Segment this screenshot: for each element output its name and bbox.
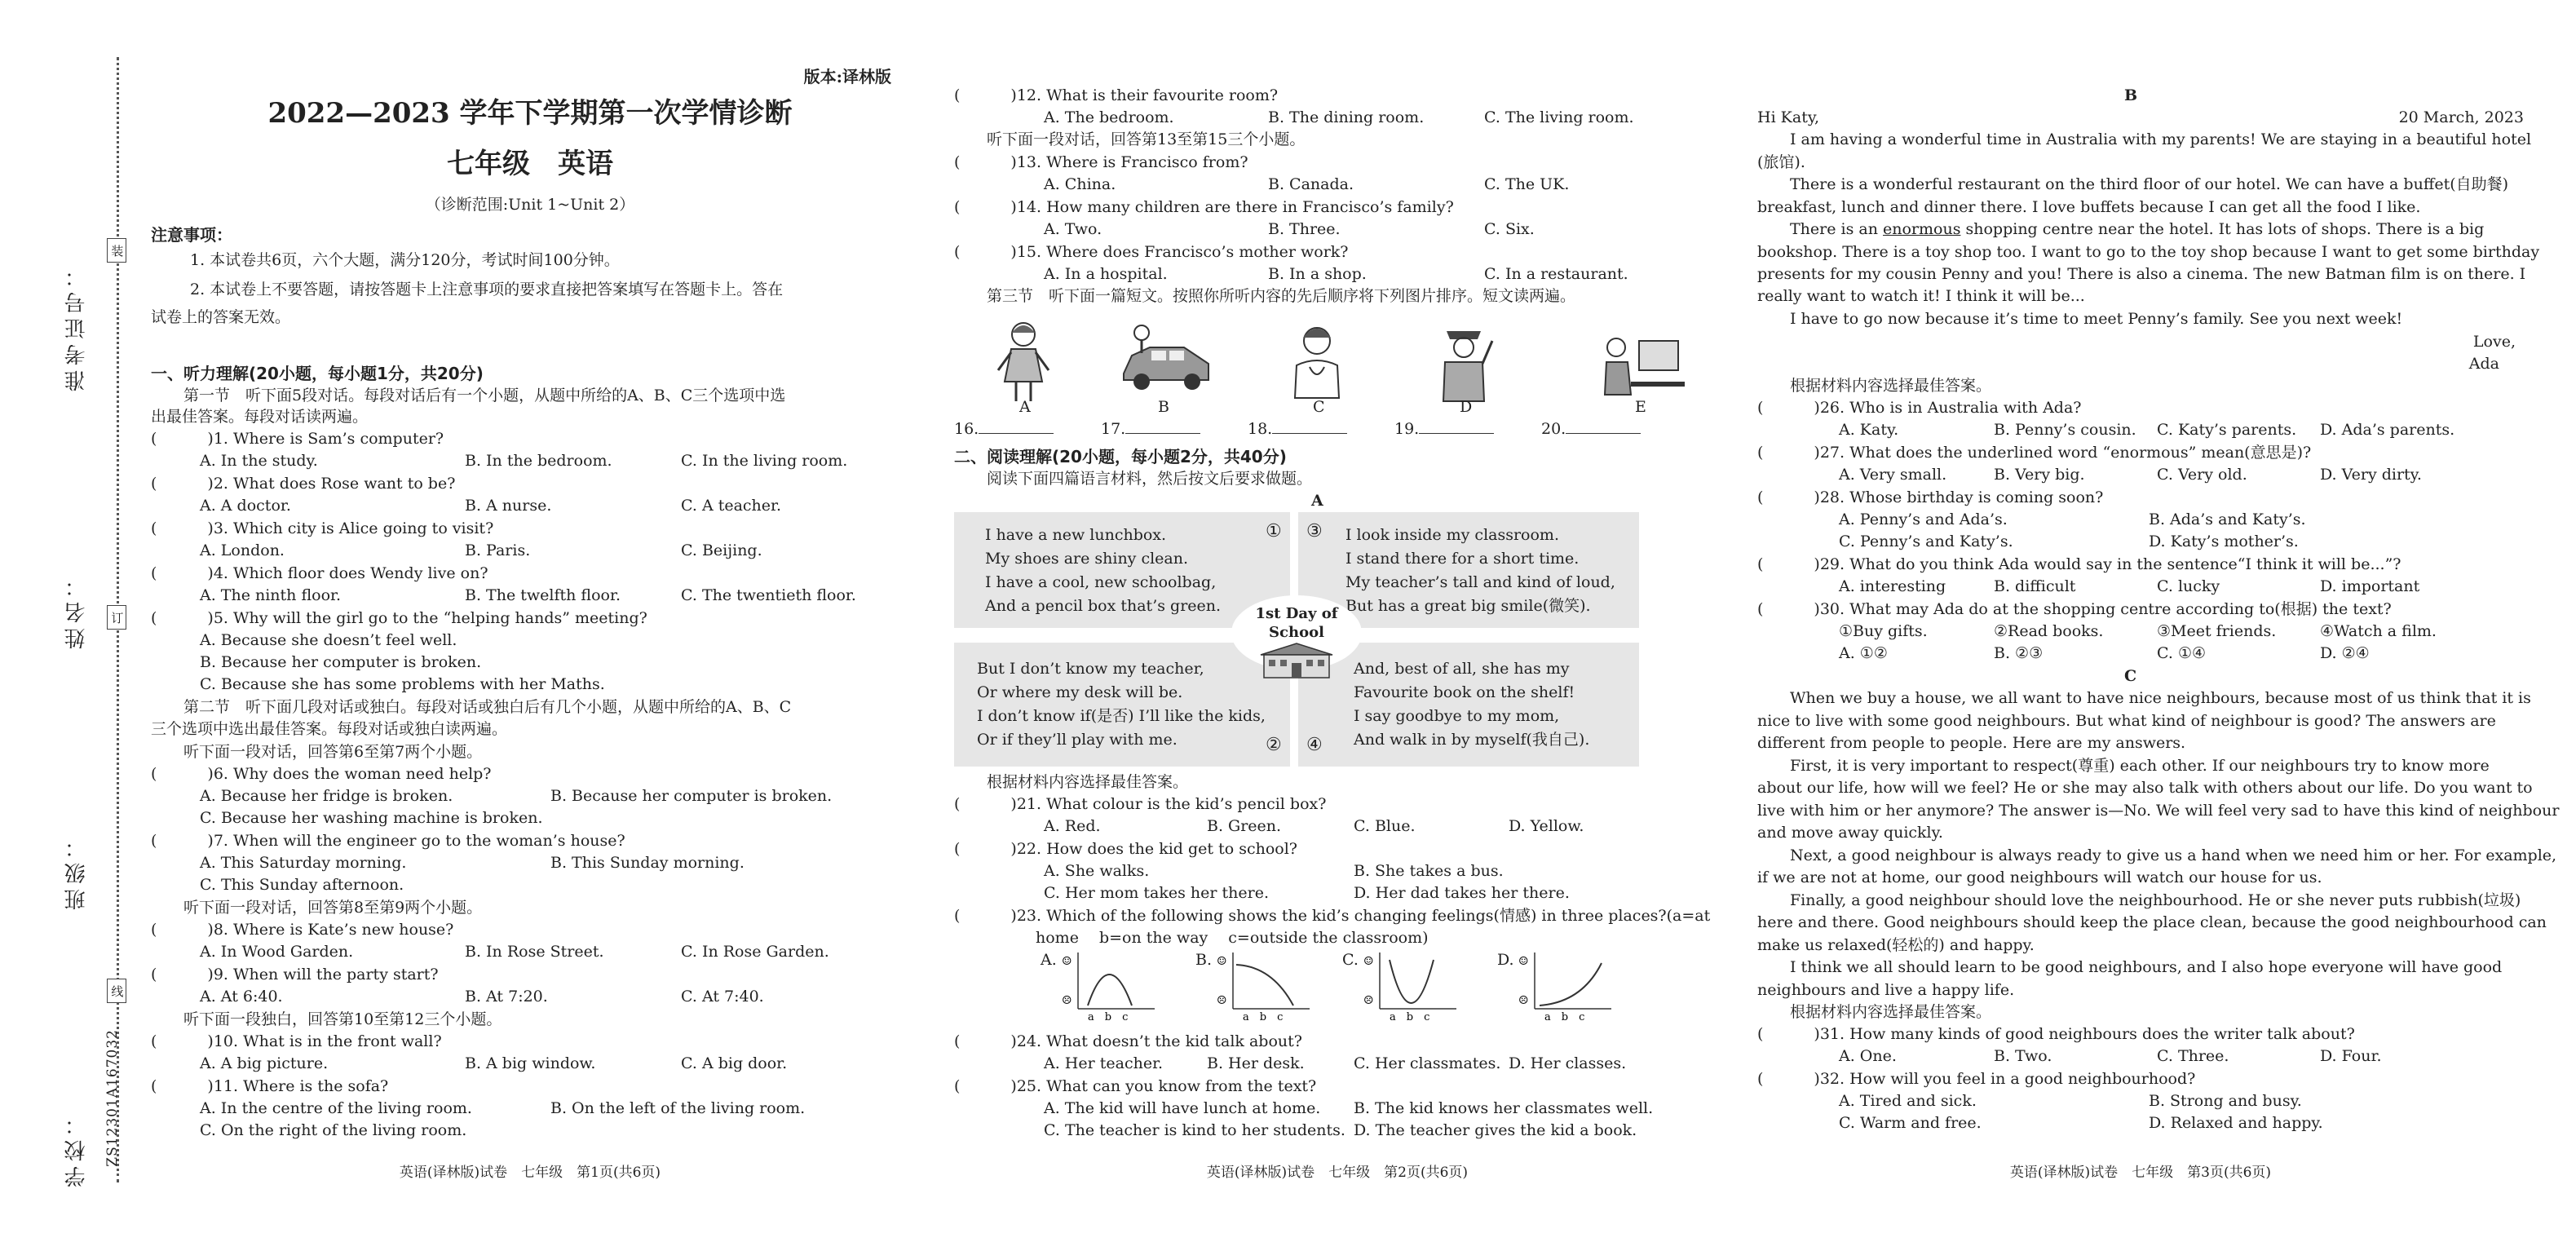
q25-option-d: D. The teacher gives the kid a book. <box>1354 1121 1637 1139</box>
poem-2-line-1: But I don’t know my teacher, <box>977 660 1204 678</box>
letter-p1b: (旅馆). <box>1757 153 1805 171</box>
picture-b-label: B <box>1158 398 1169 416</box>
poem-3-line-3: My teacher’s tall and kind of loud, <box>1345 573 1615 591</box>
passage-c-p3b: if we are not at home, our good neighbours will watch our house for us. <box>1757 869 2322 886</box>
question-7: ( )7. When will the engineer go to the woman’s house? <box>151 832 625 850</box>
picture-c-label: C <box>1313 398 1325 416</box>
letter-closing: Love, <box>2472 333 2516 351</box>
poem-2-line-3: I don’t know if(是否) I’ll like the kids, <box>977 707 1266 725</box>
q8-option-b: B. In Rose Street. <box>465 943 604 961</box>
part-2-instr-a: 第二节 听下面几段对话或独白。每段对话或独白后有几个小题，从题中所给的A、B、C <box>183 698 792 716</box>
letter-p3b: bookshop. There is a toy shop too. I want to go to the toy shop because I want to get some birthday <box>1757 243 2540 261</box>
svg-text:☺: ☺ <box>1363 955 1374 968</box>
page-2-footer: 英语(译林版)试卷 七年级 第2页(共6页) <box>1206 1165 1469 1181</box>
field-name: 姓名： <box>64 571 89 649</box>
first-day-badge <box>1231 595 1362 670</box>
q14-option-c: C. Six. <box>1484 220 1535 238</box>
part-3-instr: 第三节 听下面一篇短文。按照你所听内容的先后顺序将下列图片排序。短文读两遍。 <box>987 287 1576 305</box>
paper-code: ZS12301A167032 <box>104 1029 121 1167</box>
q15-option-a: A. In a hospital. <box>1044 265 1168 283</box>
poem-1-line-1: I have a new lunchbox. <box>985 526 1167 544</box>
question-14: ( )14. How many children are there in Francisco’s family? <box>954 198 1454 216</box>
q4-option-c: C. The twentieth floor. <box>681 586 856 604</box>
q28-option-c: C. Penny’s and Katy’s. <box>1839 533 2013 550</box>
question-23-legend: home b=on the way c=outside the classroom) <box>1036 929 1429 947</box>
picture-c-doctor <box>1280 316 1354 406</box>
svg-text:☹: ☹ <box>1518 994 1529 1007</box>
poem-2-line-4: Or if they’ll play with me. <box>977 731 1178 749</box>
exam-title: 2022—2023 学年下学期第一次学情诊断 <box>267 97 793 130</box>
q24-option-d: D. Her classes. <box>1509 1054 1627 1072</box>
q22-option-a: A. She walks. <box>1044 862 1150 880</box>
q1-option-b: B. In the bedroom. <box>465 452 612 470</box>
letter-signature: Ada <box>2468 355 2499 373</box>
notice-2a: 2. 本试卷上不要答题，请按答题卡上注意事项的要求直接把答案填写在答题卡上。答在 <box>190 281 784 298</box>
passage-b-label: B <box>2124 86 2138 104</box>
poem-4-line-2: Favourite book on the shelf! <box>1354 683 1575 701</box>
field-exam-number: 准考证号： <box>64 261 89 391</box>
q30-item-2: ②Read books. <box>1994 622 2104 640</box>
q30-item-4: ④Watch a film. <box>2320 622 2437 640</box>
picture-d-label: D <box>1460 398 1473 416</box>
question-22: ( )22. How does the kid get to school? <box>954 840 1297 858</box>
svg-text:☹: ☹ <box>1062 994 1072 1007</box>
question-30: ( )30. What may Ada do at the shopping centre according to(根据) the text? <box>1757 600 2392 618</box>
q25-option-b: B. The kid knows her classmates well. <box>1354 1099 1654 1117</box>
q32-option-c: C. Warm and free. <box>1839 1114 1982 1132</box>
poem-1-line-4: And a pencil box that’s green. <box>985 597 1222 615</box>
q21-option-a: A. Red. <box>1044 817 1101 835</box>
picture-a-girl <box>987 316 1060 406</box>
q11-option-c: C. On the right of the living room. <box>200 1121 467 1139</box>
question-4: ( )4. Which floor does Wendy live on? <box>151 564 488 582</box>
q29-option-d: D. important <box>2320 577 2420 595</box>
q25-option-a: A. The kid will have lunch at home. <box>1044 1099 1321 1117</box>
poem-1-number: ① <box>1266 521 1282 541</box>
q22-option-c: C. Her mom takes her there. <box>1044 884 1269 902</box>
question-31: ( )31. How many kinds of good neighbours does the writer talk about? <box>1757 1025 2355 1043</box>
graph-a-label: A. <box>1041 951 1057 969</box>
passage-c-p1a: When we buy a house, we all want to have nice neighbours, because most of us think that it is <box>1790 689 2531 707</box>
question-8: ( )8. Where is Kate’s new house? <box>151 921 454 939</box>
q21-option-d: D. Yellow. <box>1509 817 1584 835</box>
q1-option-a: A. In the study. <box>200 452 318 470</box>
instruction-21-25: 根据材料内容选择最佳答案。 <box>987 773 1189 791</box>
question-13: ( )13. Where is Francisco from? <box>954 153 1248 171</box>
svg-text:☺: ☺ <box>1217 955 1227 968</box>
passage-c-p2c: live with him or her anymore? The answer is—No. We will feel very sad to have this kind of neighbour <box>1757 802 2560 820</box>
poem-3-line-1: I look inside my classroom. <box>1345 526 1559 544</box>
graph-a-axis: a b c <box>1088 1011 1129 1022</box>
question-28: ( )28. Whose birthday is coming soon? <box>1757 488 2104 506</box>
q28-option-a: A. Penny’s and Ada’s. <box>1839 511 2008 528</box>
q4-option-a: A. The ninth floor. <box>200 586 342 604</box>
q22-option-b: B. She takes a bus. <box>1354 862 1504 880</box>
q32-option-b: B. Strong and busy. <box>2149 1092 2302 1110</box>
q11-option-b: B. On the left of the living room. <box>550 1099 806 1117</box>
school-building-icon <box>1256 642 1337 679</box>
q30-option-c: C. ①④ <box>2157 644 2207 662</box>
q12-option-c: C. The living room. <box>1484 108 1634 126</box>
answer-blank-17[interactable]: 17. <box>1101 420 1200 440</box>
q26-option-d: D. Ada’s parents. <box>2320 421 2455 439</box>
q5-option-c: C. Because she has some problems with her Maths. <box>200 675 605 693</box>
q2-option-c: C. A teacher. <box>681 497 782 515</box>
answer-blank-16[interactable]: 16. <box>954 420 1054 440</box>
passage-c-p4b: here and there. Good neighbours should keep the place clean, because the good neighbourhood can <box>1757 913 2547 931</box>
field-school: 学校： <box>64 1109 89 1187</box>
poem-1-line-3: I have a cool, new schoolbag, <box>985 573 1217 591</box>
question-9: ( )9. When will the party start? <box>151 966 439 983</box>
lead-8-9: 听下面一段对话，回答第8至第9两个小题。 <box>183 899 483 917</box>
letter-date: 20 March, 2023 <box>2398 108 2524 126</box>
q9-option-a: A. At 6:40. <box>200 988 283 1006</box>
q30-option-d: D. ②④ <box>2320 644 2370 662</box>
instruction-26-30: 根据材料内容选择最佳答案。 <box>1790 377 1992 395</box>
q13-option-a: A. China. <box>1044 175 1116 193</box>
q3-option-b: B. Paris. <box>465 541 531 559</box>
q2-option-b: B. A nurse. <box>465 497 552 515</box>
graph-c-label: C. <box>1342 951 1359 969</box>
q5-option-b: B. Because her computer is broken. <box>200 653 482 671</box>
passage-c-p4a: Finally, a good neighbour should love the neighbourhood. He or she never puts rubbish(垃圾) <box>1790 891 2521 909</box>
page-3-footer: 英语(译林版)试卷 七年级 第3页(共6页) <box>2009 1165 2272 1181</box>
q3-option-a: A. London. <box>200 541 285 559</box>
q7-option-b: B. This Sunday morning. <box>550 854 745 872</box>
question-24: ( )24. What doesn’t the kid talk about? <box>954 1032 1302 1050</box>
exam-scope: （诊断范围:Unit 1~Unit 2） <box>425 196 635 214</box>
question-29: ( )29. What do you think Ada would say in the sentence“I think it will be...”? <box>1757 555 2401 573</box>
question-27: ( )27. What does the underlined word “enormous” mean(意思是)? <box>1757 444 2312 462</box>
notice-title: 注意事项： <box>151 225 232 245</box>
q27-option-a: A. Very small. <box>1839 466 1947 484</box>
q8-option-c: C. In Rose Garden. <box>681 943 829 961</box>
q6-option-a: A. Because her fridge is broken. <box>200 787 453 805</box>
q30-option-b: B. ②③ <box>1994 644 2044 662</box>
picture-a-label: A <box>1019 398 1031 416</box>
q6-option-c: C. Because her washing machine is broken. <box>200 809 543 827</box>
graph-b-axis: a b c <box>1243 1011 1284 1022</box>
q30-item-3: ③Meet friends. <box>2157 622 2277 640</box>
version-label: 版本:译林版 <box>803 67 891 86</box>
q10-option-a: A. A big picture. <box>200 1054 329 1072</box>
q26-option-c: C. Katy’s parents. <box>2157 421 2297 439</box>
graph-d-axis: a b c <box>1544 1011 1585 1022</box>
letter-p3d: really want to watch it! I think it will be... <box>1757 287 2085 305</box>
q13-option-b: B. Canada. <box>1268 175 1354 193</box>
q32-option-a: A. Tired and sick. <box>1839 1092 1977 1110</box>
question-3: ( )3. Which city is Alice going to visit? <box>151 519 494 537</box>
section-2-intro: 阅读下面四篇语言材料，然后按文后要求做题。 <box>987 470 1313 488</box>
passage-c-p3a: Next, a good neighbour is always ready to give us a hand when we need him or her. For example, <box>1790 846 2557 864</box>
passage-a-label: A <box>1311 492 1323 510</box>
passage-c-p2a: First, it is very important to respect(尊重) each other. If our neighbours try to know more <box>1790 757 2490 775</box>
poem-4-line-1: And, best of all, she has my <box>1354 660 1570 678</box>
poem-3-number: ③ <box>1306 521 1323 541</box>
q30-option-a: A. ①② <box>1839 644 1888 662</box>
binding-margin <box>0 0 139 1242</box>
graph-b-falling <box>1215 948 1313 1022</box>
answer-blank-20[interactable]: 20. <box>1541 420 1641 440</box>
field-class: 班级： <box>64 832 89 910</box>
question-10: ( )10. What is in the front wall? <box>151 1032 442 1050</box>
passage-c-label: C <box>2124 667 2137 685</box>
question-25: ( )25. What can you know from the text? <box>954 1077 1317 1095</box>
q15-option-b: B. In a shop. <box>1268 265 1367 283</box>
svg-text:☺: ☺ <box>1518 955 1529 968</box>
picture-e-computer <box>1598 316 1688 406</box>
passage-c-p4c: make us relaxed(轻松的) and happy. <box>1757 936 2035 954</box>
page-1-footer: 英语(译林版)试卷 七年级 第1页(共6页) <box>399 1165 661 1181</box>
q29-option-b: B. difficult <box>1994 577 2076 595</box>
q26-option-b: B. Penny’s cousin. <box>1994 421 2136 439</box>
graph-c-axis: a b c <box>1390 1011 1430 1022</box>
q3-option-c: C. Beijing. <box>681 541 762 559</box>
question-5: ( )5. Why will the girl go to the “helping hands” meeting? <box>151 609 647 627</box>
q6-option-b: B. Because her computer is broken. <box>550 787 833 805</box>
seal-mark-3: 线 <box>107 979 126 1003</box>
section-1-heading: 一、听力理解(20小题，每小题1分，共20分) <box>151 364 484 383</box>
graph-b-label: B. <box>1195 951 1213 969</box>
notice-2b: 试卷上的答案无效。 <box>151 308 291 326</box>
q10-option-b: B. A big window. <box>465 1054 596 1072</box>
part-1-instr-a: 第一节 听下面5段对话。每段对话后有一个小题，从题中所给的A、B、C三个选项中选 <box>183 387 786 404</box>
q9-option-c: C. At 7:40. <box>681 988 764 1006</box>
question-2: ( )2. What does Rose want to be? <box>151 475 456 493</box>
q26-option-a: A. Katy. <box>1839 421 1899 439</box>
q7-option-a: A. This Saturday morning. <box>200 854 407 872</box>
exam-subtitle: 七年级 英语 <box>447 148 613 180</box>
q31-option-a: A. One. <box>1839 1047 1897 1065</box>
page-1 <box>151 0 909 1242</box>
poem-4-line-4: And walk in by myself(我自己). <box>1354 731 1590 749</box>
letter-p3a: There is an enormous shopping centre near the hotel. It has lots of shops. There is a big <box>1790 220 2485 238</box>
letter-p1a: I am having a wonderful time in Australia with my parents! We are staying in a beautiful hotel <box>1790 130 2532 148</box>
svg-text:☹: ☹ <box>1217 994 1227 1007</box>
q14-option-b: B. Three. <box>1268 220 1341 238</box>
q12-option-a: A. The bedroom. <box>1044 108 1174 126</box>
q12-option-b: B. The dining room. <box>1268 108 1425 126</box>
letter-p2b: breakfast, lunch and dinner there. I love buffets because I can get all the food I like. <box>1757 198 2421 216</box>
question-26: ( )26. Who is in Australia with Ada? <box>1757 399 2082 417</box>
q24-option-a: A. Her teacher. <box>1044 1054 1164 1072</box>
q7-option-c: C. This Sunday afternoon. <box>200 876 404 894</box>
poem-4-number: ④ <box>1306 735 1323 755</box>
picture-e-label: E <box>1635 398 1646 416</box>
q4-option-b: B. The twelfth floor. <box>465 586 621 604</box>
q24-option-b: B. Her desk. <box>1207 1054 1305 1072</box>
passage-c-p5b: neighbours and live a happy life. <box>1757 981 2015 999</box>
lead-6-7: 听下面一段对话，回答第6至第7两个小题。 <box>183 743 483 761</box>
page-3 <box>1757 0 2560 1242</box>
seal-mark-2: 订 <box>107 605 126 630</box>
seal-mark-1: 装 <box>107 238 126 263</box>
graph-c-valley <box>1362 948 1460 1022</box>
graph-d-label: D. <box>1497 951 1514 969</box>
passage-c-p1c: different from people to people. Here are my answers. <box>1757 734 2186 752</box>
question-23: ( )23. Which of the following shows the kid’s changing feelings(情感) in three places?(a=at <box>954 907 1711 925</box>
svg-text:☺: ☺ <box>1062 955 1072 968</box>
part-1-instr-b: 出最佳答案。每段对话读两遍。 <box>151 408 369 426</box>
q10-option-c: C. A big door. <box>681 1054 788 1072</box>
q1-option-c: C. In the living room. <box>681 452 848 470</box>
q21-option-c: C. Blue. <box>1354 817 1416 835</box>
question-32: ( )32. How will you feel in a good neighbourhood? <box>1757 1070 2196 1088</box>
letter-greeting: Hi Katy, <box>1757 108 1820 126</box>
q11-option-a: A. In the centre of the living room. <box>200 1099 472 1117</box>
q5-option-a: A. Because she doesn’t feel well. <box>200 631 457 649</box>
picture-d-police <box>1427 316 1500 406</box>
q28-option-d: D. Katy’s mother’s. <box>2149 533 2299 550</box>
q31-option-b: B. Two. <box>1994 1047 2052 1065</box>
q30-item-1: ①Buy gifts. <box>1839 622 1928 640</box>
passage-c-p2d: and move away quickly. <box>1757 824 1943 842</box>
q32-option-d: D. Relaxed and happy. <box>2149 1114 2323 1132</box>
notice-1: 1. 本试卷共6页，六个大题，满分120分，考试时间100分钟。 <box>190 251 620 269</box>
question-12: ( )12. What is their favourite room? <box>954 86 1279 104</box>
answer-blank-18[interactable]: 18. <box>1248 420 1347 440</box>
q13-option-c: C. The UK. <box>1484 175 1570 193</box>
part-2-instr-b: 三个选项中选出最佳答案。每段对话或独白读两遍。 <box>151 720 508 738</box>
q31-option-d: D. Four. <box>2320 1047 2382 1065</box>
letter-p2a: There is a wonderful restaurant on the third floor of our hotel. We can have a buffet(自助餐) <box>1790 175 2509 193</box>
section-2-heading: 二、阅读理解(20小题，每小题2分，共40分) <box>954 447 1287 466</box>
q2-option-a: A. A doctor. <box>200 497 291 515</box>
question-1: ( )1. Where is Sam’s computer? <box>151 430 444 448</box>
svg-text:☹: ☹ <box>1363 994 1374 1007</box>
passage-c-p1b: nice to live with some good neighbours. But what kind of neighbour is good? The answers are <box>1757 712 2496 730</box>
page-2 <box>954 0 1721 1242</box>
letter-p4: I have to go now because it’s time to meet Penny’s family. See you next week! <box>1790 310 2403 328</box>
poem-2-number: ② <box>1266 735 1282 755</box>
picture-b-car-repair <box>1117 316 1215 406</box>
question-11: ( )11. Where is the sofa? <box>151 1077 389 1095</box>
q14-option-a: A. Two. <box>1044 220 1102 238</box>
lead-10-12: 听下面一段独白，回答第10至第12三个小题。 <box>183 1010 502 1028</box>
q25-option-c: C. The teacher is kind to her students. <box>1044 1121 1345 1139</box>
question-6: ( )6. Why does the woman need help? <box>151 765 492 783</box>
badge-title: 1st Day of School <box>1255 605 1338 641</box>
q29-option-a: A. interesting <box>1839 577 1946 595</box>
poem-1-line-2: My shoes are shiny clean. <box>985 550 1189 568</box>
q27-option-d: D. Very dirty. <box>2320 466 2422 484</box>
q27-option-b: B. Very big. <box>1994 466 2085 484</box>
q31-option-c: C. Three. <box>2157 1047 2229 1065</box>
passage-c-p2b: about our life, how will we feel? He or she may also talk with others about our life. Do you want to <box>1757 779 2533 797</box>
underlined-word-enormous: enormous <box>1883 220 1961 238</box>
poem-2-line-2: Or where my desk will be. <box>977 683 1183 701</box>
poem-3-line-4: But has a great big smile(微笑). <box>1345 597 1591 615</box>
q29-option-c: C. lucky <box>2157 577 2220 595</box>
poem-4-line-3: I say goodbye to my mom, <box>1354 707 1560 725</box>
q8-option-a: A. In Wood Garden. <box>200 943 354 961</box>
q9-option-b: B. At 7:20. <box>465 988 548 1006</box>
q27-option-c: C. Very old. <box>2157 466 2247 484</box>
passage-c-p5a: I think we all should learn to be good neighbours, and I also hope everyone will have good <box>1790 958 2503 976</box>
lead-13-15: 听下面一段对话，回答第13至第15三个小题。 <box>987 130 1306 148</box>
graph-d-rising <box>1517 948 1615 1022</box>
q15-option-c: C. In a restaurant. <box>1484 265 1628 283</box>
question-15: ( )15. Where does Francisco’s mother work? <box>954 243 1349 261</box>
instruction-31-32: 根据材料内容选择最佳答案。 <box>1790 1003 1992 1021</box>
letter-p3c: presents for my cousin Penny and you! There is also a cinema. The new Batman film is on there. I <box>1757 265 2526 283</box>
q28-option-b: B. Ada’s and Katy’s. <box>2149 511 2306 528</box>
q21-option-b: B. Green. <box>1207 817 1282 835</box>
q22-option-d: D. Her dad takes her there. <box>1354 884 1570 902</box>
poem-3-line-2: I stand there for a short time. <box>1345 550 1580 568</box>
q24-option-c: C. Her classmates. <box>1354 1054 1501 1072</box>
answer-blank-19[interactable]: 19. <box>1394 420 1494 440</box>
question-21: ( )21. What colour is the kid’s pencil box? <box>954 795 1327 813</box>
graph-a-arch <box>1060 948 1158 1022</box>
